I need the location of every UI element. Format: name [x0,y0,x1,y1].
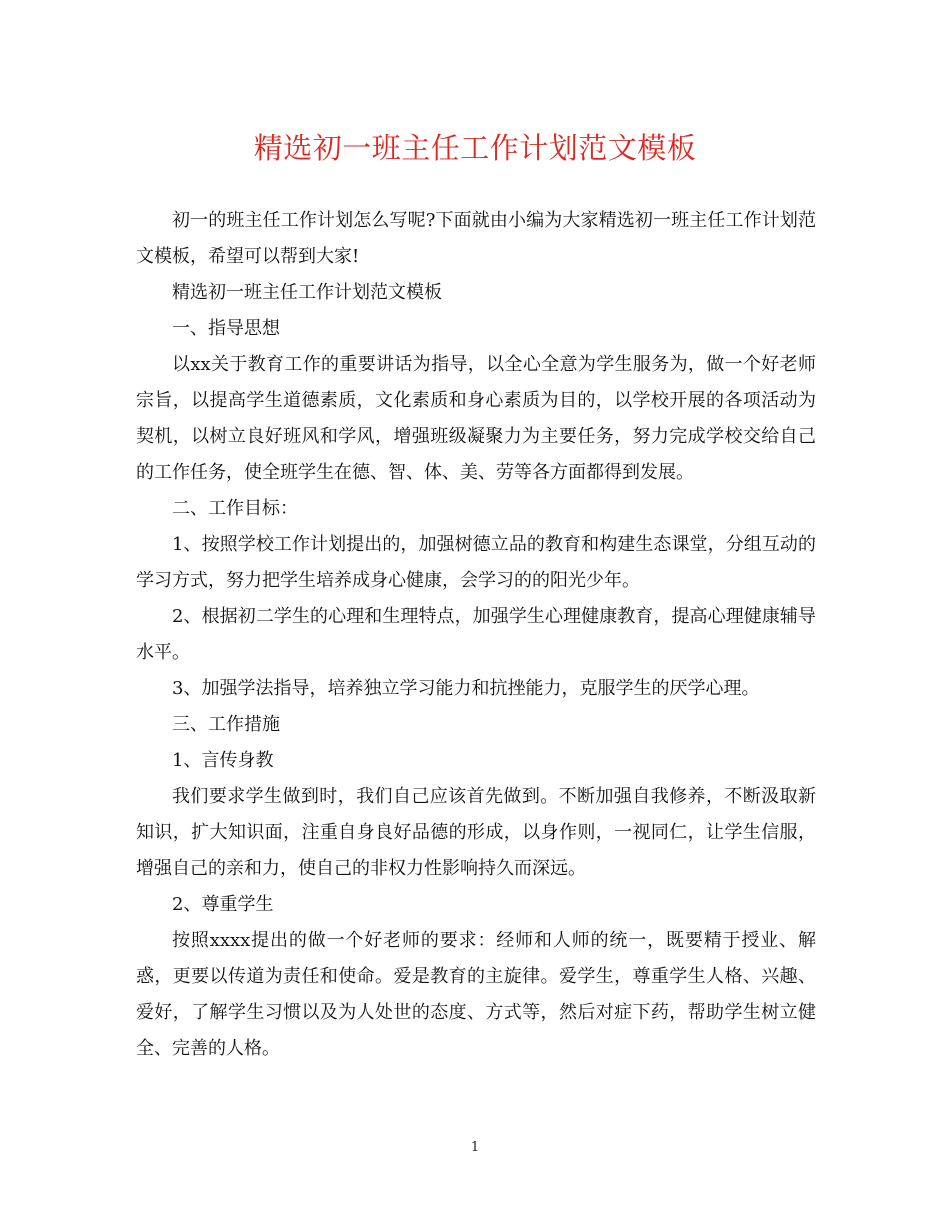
section-heading-work-goals: 二、工作目标： [172,498,298,519]
intro-paragraph: 初一的班主任工作计划怎么写呢?下面就由小编为大家精选初一班主任工作计划范文模板，希望可以帮到大家! [136,210,816,267]
document-title: 精选初一班主任工作计划范文模板 [253,131,697,165]
document-body [136,203,816,1067]
guiding-thought-paragraph: 以xx关于教育工作的重要讲话为指导，以全心全意为学生服务为，做一个好老师宗旨，以提高学生道德素质，文化素质和身心素质为目的，以学校开展的各项活动为契机，以树立良好班风和学风，增强班级凝聚力为主要任务，努力完成学校交给自己的工作任务，使全班学生在德、智、体、美、劳等各方面都得到发展。 [136,354,816,483]
subtitle-paragraph: 精选初一班主任工作计划范文模板 [172,282,442,303]
measure-heading-2: 2、尊重学生 [172,894,274,915]
measure-heading-1: 1、言传身教 [172,750,274,771]
measure-paragraph-2: 按照xxxx提出的做一个好老师的要求：经师和人师的统一，既要精于授业、解惑，更要以传道为责任和使命。爱是教育的主旋律。爱学生，尊重学生人格、兴趣、爱好，了解学生习惯以及为人处世的态度、方式等，然后对症下药，帮助学生树立健全、完善的人格。 [136,930,816,1059]
goal-item-1: 1、按照学校工作计划提出的，加强树德立品的教育和构建生态课堂，分组互动的学习方式，努力把学生培养成身心健康，会学习的的阳光少年。 [136,534,816,591]
goal-item-3: 3、加强学法指导，培养独立学习能力和抗挫能力，克服学生的厌学心理。 [172,678,760,699]
page-number: 1 [470,1140,480,1155]
section-heading-guiding-thought: 一、指导思想 [172,318,280,339]
goal-item-2: 2、根据初二学生的心理和生理特点，加强学生心理健康教育，提高心理健康辅导水平。 [136,606,816,663]
measure-paragraph-1: 我们要求学生做到时，我们自己应该首先做到。不断加强自我修养，不断汲取新知识，扩大知识面，注重自身良好品德的形成，以身作则，一视同仁，让学生信服，增强自己的亲和力，使自己的非权力性影响持久而深远。 [136,786,816,879]
section-heading-work-measures: 三、工作措施 [172,714,280,735]
